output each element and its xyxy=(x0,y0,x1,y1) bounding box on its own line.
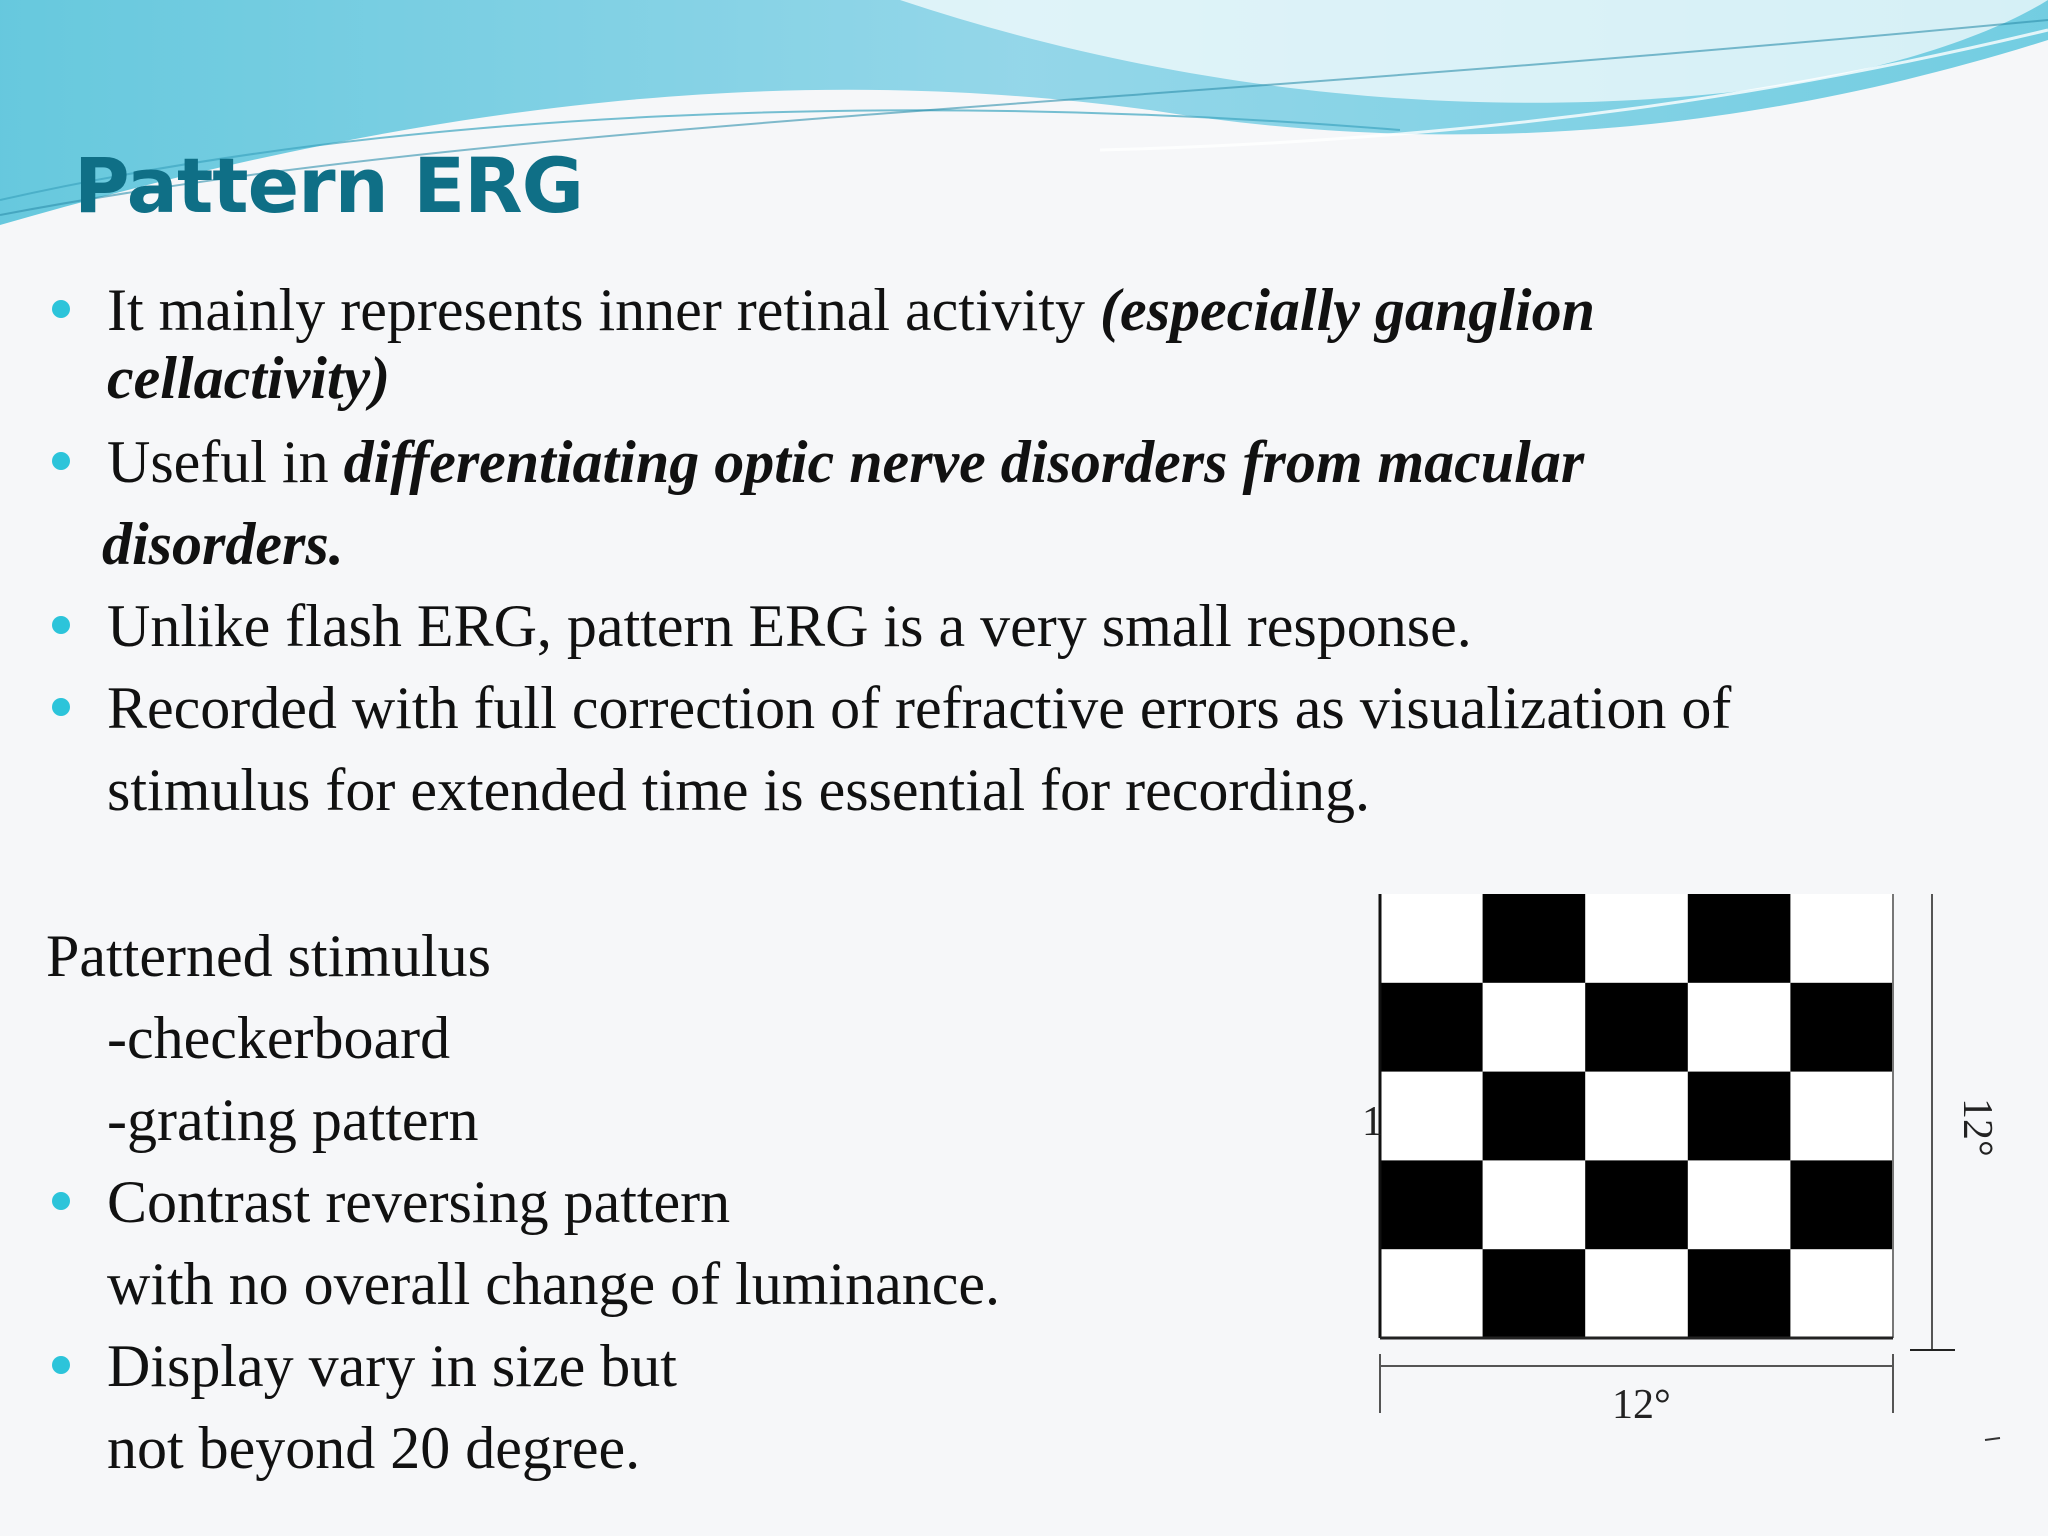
height-label: 12° xyxy=(1954,1098,2000,1157)
bullet-dot xyxy=(52,1192,70,1210)
bullet-6-text: Display vary in size but xyxy=(107,1333,677,1399)
bullet-dot xyxy=(52,300,70,318)
checker-square xyxy=(1688,894,1791,983)
corner-mark xyxy=(1985,1438,2000,1440)
bullet-5-text: Contrast reversing pattern xyxy=(107,1169,731,1235)
bullet-3-text: Unlike flash ERG, pattern ERG is a very small response. xyxy=(107,593,1472,659)
bullet-dot xyxy=(52,452,70,470)
checkerboard-background xyxy=(1380,894,1893,1338)
bullet-2-emphasis: differentiating optic nerve disorders from macular xyxy=(343,429,1585,495)
bullet-4-text: Recorded with full correction of refractive errors as visualization of xyxy=(107,675,1732,741)
checker-square xyxy=(1585,983,1688,1072)
checker-square xyxy=(1790,1160,1893,1249)
checker-square xyxy=(1483,1249,1586,1338)
slide-title: Pattern ERG xyxy=(74,141,584,230)
checker-square xyxy=(1380,1160,1483,1249)
checker-square xyxy=(1380,983,1483,1072)
checker-square xyxy=(1483,894,1586,983)
bullet-dot xyxy=(52,698,70,716)
checker-square xyxy=(1688,1249,1791,1338)
bullet-6-continuation: not beyond 20 degree. xyxy=(107,1415,641,1481)
left-mark: 1 xyxy=(1362,1099,1383,1145)
bullet-1-emphasis: (especially ganglion xyxy=(1100,277,1595,343)
width-label: 12° xyxy=(1612,1382,1671,1428)
bullet-2-text xyxy=(107,424,1584,500)
bullet-2-prefix: Useful in xyxy=(107,429,344,495)
bullet-dot xyxy=(52,1356,70,1374)
checker-square xyxy=(1790,983,1893,1072)
checker-square xyxy=(1585,1160,1688,1249)
bullet-1-text xyxy=(107,272,1595,348)
bullet-dot xyxy=(52,616,70,634)
stimulus-type-grating: -grating pattern xyxy=(107,1087,479,1153)
bullet-5-continuation: with no overall change of luminance. xyxy=(107,1251,1001,1317)
stimulus-type-checkerboard: -checkerboard xyxy=(107,1005,451,1071)
checker-square xyxy=(1483,1072,1586,1161)
bullet-4-continuation: stimulus for extended time is essential for recording. xyxy=(107,757,1371,823)
stimulus-heading: Patterned stimulus xyxy=(46,923,491,989)
bullet-1-continuation: cellactivity) xyxy=(107,345,391,411)
bullet-2-continuation: disorders. xyxy=(102,511,344,577)
checkerboard-figure xyxy=(1350,888,2000,1448)
bullet-1-prefix: It mainly represents inner retinal activity xyxy=(107,277,1100,343)
checker-square xyxy=(1688,1072,1791,1161)
